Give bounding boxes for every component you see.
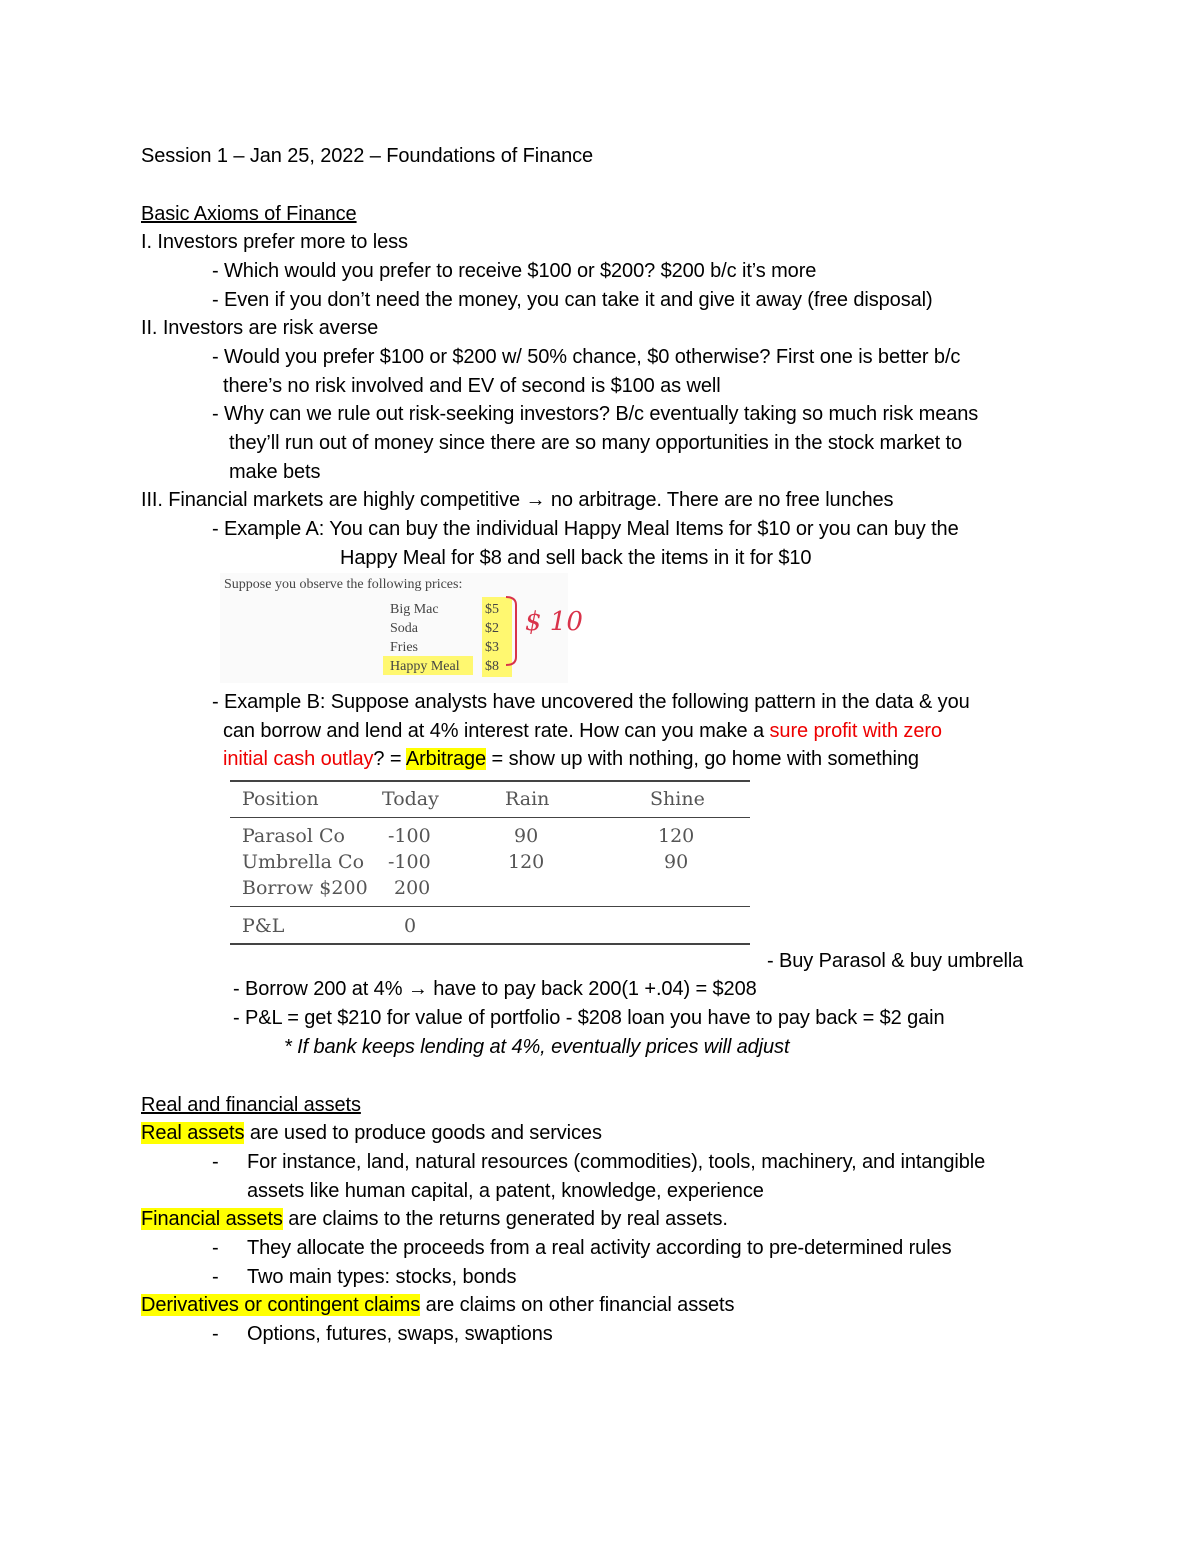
financial-assets-term: Financial assets bbox=[141, 1208, 283, 1230]
solution-step-2-result: have to pay back 200(1 +.04) = $208 bbox=[427, 978, 757, 1000]
example-a-cont: Happy Meal for $8 and sell back the items in it for $10 bbox=[340, 547, 812, 569]
axiom-2-bullet-2-cont: they’ll run out of money since there are so many opportunities in the stock market to bbox=[229, 432, 962, 454]
table-cell: Borrow $200 bbox=[242, 877, 368, 899]
derivatives-term: Derivatives or contingent claims bbox=[141, 1294, 421, 1316]
solution-step-2-text: - Borrow 200 at 4% bbox=[233, 978, 408, 1000]
axiom-1: I. Investors prefer more to less bbox=[141, 231, 408, 253]
arbitrage-term: Arbitrage bbox=[405, 748, 487, 770]
item-price: $5 bbox=[485, 602, 499, 617]
item-price: $2 bbox=[485, 621, 499, 636]
example-b-red-text-2: initial cash outlay bbox=[223, 748, 374, 770]
happy-meal-figure bbox=[220, 573, 583, 683]
axiom-3 bbox=[141, 486, 893, 514]
table-cell: 120 bbox=[508, 851, 545, 873]
financial-assets-bullet-1: They allocate the proceeds from a real activity according to pre-determined rules bbox=[247, 1237, 952, 1259]
axiom-3-text-end: no arbitrage. There are no free lunches bbox=[545, 489, 894, 511]
section-heading-assets: Real and financial assets bbox=[141, 1094, 361, 1116]
example-b-text: can borrow and lend at 4% interest rate. How can you make a bbox=[223, 720, 770, 742]
real-assets-term: Real assets bbox=[141, 1122, 245, 1144]
bracket-annotation bbox=[502, 595, 522, 667]
item-name: Soda bbox=[390, 621, 418, 636]
real-assets-bullet: For instance, land, natural resources (commodities), tools, machinery, and intangible bbox=[247, 1151, 986, 1173]
table-cell: -100 bbox=[388, 825, 431, 847]
financial-assets-definition bbox=[141, 1205, 728, 1233]
real-assets-text: are used to produce goods and services bbox=[244, 1122, 602, 1144]
axiom-1-bullet-1: - Which would you prefer to receive $100 or $200? $200 b/c it’s more bbox=[212, 260, 817, 282]
table-total-value: 0 bbox=[404, 915, 417, 937]
bullet-dash: - bbox=[212, 1323, 219, 1345]
item-price: $3 bbox=[485, 640, 499, 655]
table-header: Rain bbox=[505, 788, 550, 810]
table-cell: 120 bbox=[658, 825, 695, 847]
derivatives-definition bbox=[141, 1291, 734, 1319]
item-name: Fries bbox=[390, 640, 418, 655]
solution-step-1: - Buy Parasol & buy umbrella bbox=[767, 950, 1024, 972]
arbitrage-table bbox=[230, 778, 750, 946]
axiom-2-bullet-1-cont: there’s no risk involved and EV of second is $100 as well bbox=[223, 375, 721, 397]
table-cell: 200 bbox=[394, 877, 431, 899]
handwritten-total: $ 10 bbox=[525, 607, 583, 637]
bullet-dash: - bbox=[212, 1266, 219, 1288]
arrow-icon: → bbox=[525, 489, 546, 511]
financial-assets-bullet-2: Two main types: stocks, bonds bbox=[247, 1266, 517, 1288]
example-b: - Example B: Suppose analysts have uncovered the following pattern in the data & you bbox=[212, 691, 970, 713]
arrow-icon: → bbox=[407, 978, 428, 1000]
axiom-2-bullet-2: - Why can we rule out risk-seeking investors? B/c eventually taking so much risk means bbox=[212, 403, 979, 425]
table-cell: Umbrella Co bbox=[242, 851, 365, 873]
derivatives-text: are claims on other financial assets bbox=[420, 1294, 735, 1316]
example-b-red-text: sure profit with zero bbox=[769, 720, 942, 742]
financial-assets-text: are claims to the returns generated by real assets. bbox=[282, 1208, 728, 1230]
axiom-2-bullet-2-cont2: make bets bbox=[229, 461, 321, 483]
example-b-def: = show up with nothing, go home with something bbox=[486, 748, 919, 770]
example-b-cont bbox=[223, 717, 942, 745]
table-header-rule bbox=[230, 817, 750, 818]
item-name: Happy Meal bbox=[390, 659, 460, 674]
axiom-2-bullet-1: - Would you prefer $100 or $200 w/ 50% chance, $0 otherwise? First one is better b/c bbox=[212, 346, 961, 368]
example-b-cont2 bbox=[223, 745, 919, 773]
axiom-1-bullet-2: - Even if you don’t need the money, you can take it and give it away (free disposal) bbox=[212, 289, 933, 311]
example-b-eq: ? = bbox=[373, 748, 406, 770]
item-price: $8 bbox=[485, 659, 499, 674]
table-cell: Parasol Co bbox=[242, 825, 345, 847]
table-bottom-rule bbox=[230, 943, 750, 945]
table-header: Today bbox=[382, 788, 439, 810]
table-cell: -100 bbox=[388, 851, 431, 873]
axiom-2: II. Investors are risk averse bbox=[141, 317, 379, 339]
item-name: Big Mac bbox=[390, 602, 439, 617]
solution-step-2 bbox=[233, 975, 757, 1003]
derivatives-bullet: Options, futures, swaps, swaptions bbox=[247, 1323, 553, 1345]
figure-caption: Suppose you observe the following prices: bbox=[224, 577, 463, 592]
bullet-dash: - bbox=[212, 1237, 219, 1259]
table-header: Shine bbox=[650, 788, 705, 810]
section-heading-axioms: Basic Axioms of Finance bbox=[141, 203, 357, 225]
solution-note: * If bank keeps lending at 4%, eventually prices will adjust bbox=[284, 1036, 790, 1058]
table-cell: 90 bbox=[514, 825, 539, 847]
table-cell: 90 bbox=[664, 851, 689, 873]
bullet-dash: - bbox=[212, 1151, 219, 1173]
table-top-rule bbox=[230, 780, 750, 782]
solution-step-3: - P&L = get $210 for value of portfolio - $208 loan you have to pay back = $2 gain bbox=[233, 1007, 945, 1029]
table-total-rule bbox=[230, 906, 750, 907]
axiom-3-text: III. Financial markets are highly competitive bbox=[141, 489, 526, 511]
page-title: Session 1 – Jan 25, 2022 – Foundations of Finance bbox=[141, 145, 594, 167]
real-assets-bullet-cont: assets like human capital, a patent, knowledge, experience bbox=[247, 1180, 764, 1202]
example-a: - Example A: You can buy the individual Happy Meal Items for $10 or you can buy the bbox=[212, 518, 959, 540]
table-total-label: P&L bbox=[242, 915, 285, 937]
table-header: Position bbox=[242, 788, 319, 810]
real-assets-definition bbox=[141, 1119, 602, 1147]
